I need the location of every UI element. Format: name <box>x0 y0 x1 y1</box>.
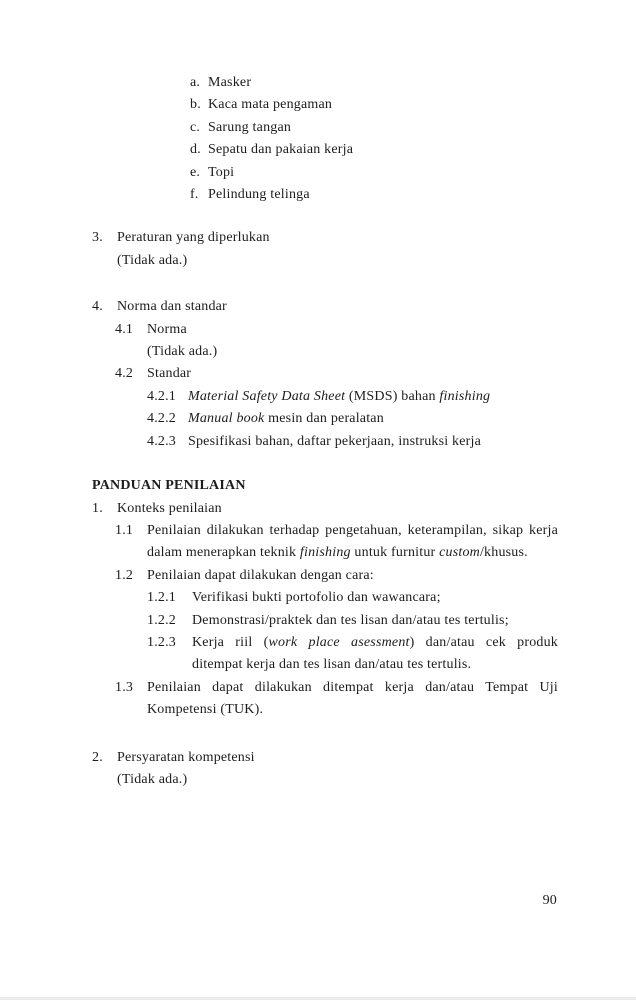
section-title-text: Peraturan yang diperlukan <box>117 230 270 246</box>
clause-number: 1.2.2 <box>147 612 176 628</box>
guidance-item-1-2 <box>115 565 558 587</box>
list-item-marker: d. <box>190 142 201 158</box>
page-number: 90 <box>542 893 557 908</box>
section-title-text: Persyaratan kompetensi <box>117 749 255 765</box>
subsection-number: 1.2 <box>115 567 134 583</box>
clause-number: 4.2.2 <box>147 411 176 427</box>
section-3-title <box>92 227 558 249</box>
clause-4-2-1 <box>147 386 558 408</box>
clause-text: Material Safety Data Sheet (MSDS) bahan finishing <box>188 388 491 404</box>
subsection-text: Penilaian dilakukan terhadap pengetahuan, keterampilan, sikap kerja dalam menerapkan teknik finishing untuk furnitur custom/khusus. <box>147 522 558 561</box>
clause-number: 1.2.1 <box>147 590 176 606</box>
clause-number: 1.2.3 <box>147 634 176 650</box>
guidance-item-1-1 <box>115 520 558 565</box>
list-item-text: Kaca mata pengaman <box>208 97 333 113</box>
subsection-4-1-note: (Tidak ada.) <box>147 344 218 360</box>
guidance-item-1 <box>92 498 558 520</box>
subsection-number: 1.3 <box>115 679 134 695</box>
subsection-4-1 <box>115 319 558 341</box>
clause-4-2-2 <box>147 408 558 430</box>
clause-text: Kerja riil (work place asessment) dan/atau cek produk ditempat kerja dan tes lisan dan/atau tes tertulis. <box>192 634 559 673</box>
list-item-text: Sepatu dan pakaian kerja <box>208 142 354 158</box>
subsection-number: 1.1 <box>115 522 134 538</box>
clause-1-2-1 <box>147 587 558 609</box>
subsection-title-text: Standar <box>147 366 192 382</box>
subsection-number: 4.2 <box>115 366 134 382</box>
section-4-title <box>92 296 558 318</box>
panduan-penilaian-heading: PANDUAN PENILAIAN <box>92 478 246 494</box>
guidance-item-2 <box>92 747 558 769</box>
clause-number: 4.2.3 <box>147 433 176 449</box>
clause-text: Demonstrasi/praktek dan tes lisan dan/atau tes tertulis; <box>192 612 509 628</box>
subsection-title-text: Penilaian dapat dilakukan dengan cara: <box>147 567 374 583</box>
list-item <box>190 139 558 161</box>
subsection-4-2 <box>115 363 558 385</box>
section-number: 1. <box>92 500 103 516</box>
section-title-text: Konteks penilaian <box>117 500 222 516</box>
section-title-text: Norma dan standar <box>117 299 227 315</box>
list-item-text: Masker <box>208 75 252 90</box>
section-number: 2. <box>92 749 103 765</box>
list-item-marker: b. <box>190 97 201 113</box>
list-item-marker: a. <box>190 75 201 90</box>
clause-4-2-3 <box>147 431 558 453</box>
clause-text: Verifikasi bukti portofolio dan wawancara; <box>192 590 441 606</box>
guidance-item-1-3 <box>115 677 558 722</box>
subsection-title-text: Norma <box>147 321 187 337</box>
list-item-text: Pelindung telinga <box>208 187 310 203</box>
clause-1-2-3 <box>147 632 558 677</box>
clause-text: Manual book mesin dan peralatan <box>188 411 384 427</box>
list-item-marker: c. <box>190 119 201 135</box>
clause-1-2-2 <box>147 610 558 632</box>
section-number: 3. <box>92 230 103 246</box>
subsection-number: 4.1 <box>115 321 134 337</box>
list-item-marker: f. <box>190 187 199 203</box>
list-item <box>190 117 558 139</box>
list-item <box>190 162 558 184</box>
list-item <box>190 72 558 94</box>
clause-text: Spesifikasi bahan, daftar pekerjaan, instruksi kerja <box>188 433 482 449</box>
list-item-marker: e. <box>190 164 201 180</box>
list-item-text: Sarung tangan <box>208 119 292 135</box>
list-item <box>190 184 558 206</box>
subsection-text: Penilaian dapat dilakukan ditempat kerja dan/atau Tempat Uji Kompetensi (TUK). <box>147 679 558 718</box>
section-number: 4. <box>92 299 103 315</box>
guidance-item-2-note: (Tidak ada.) <box>117 771 188 787</box>
section-3-note: (Tidak ada.) <box>117 252 188 268</box>
list-item-text: Topi <box>208 164 235 180</box>
clause-number: 4.2.1 <box>147 388 176 404</box>
list-item <box>190 94 558 116</box>
